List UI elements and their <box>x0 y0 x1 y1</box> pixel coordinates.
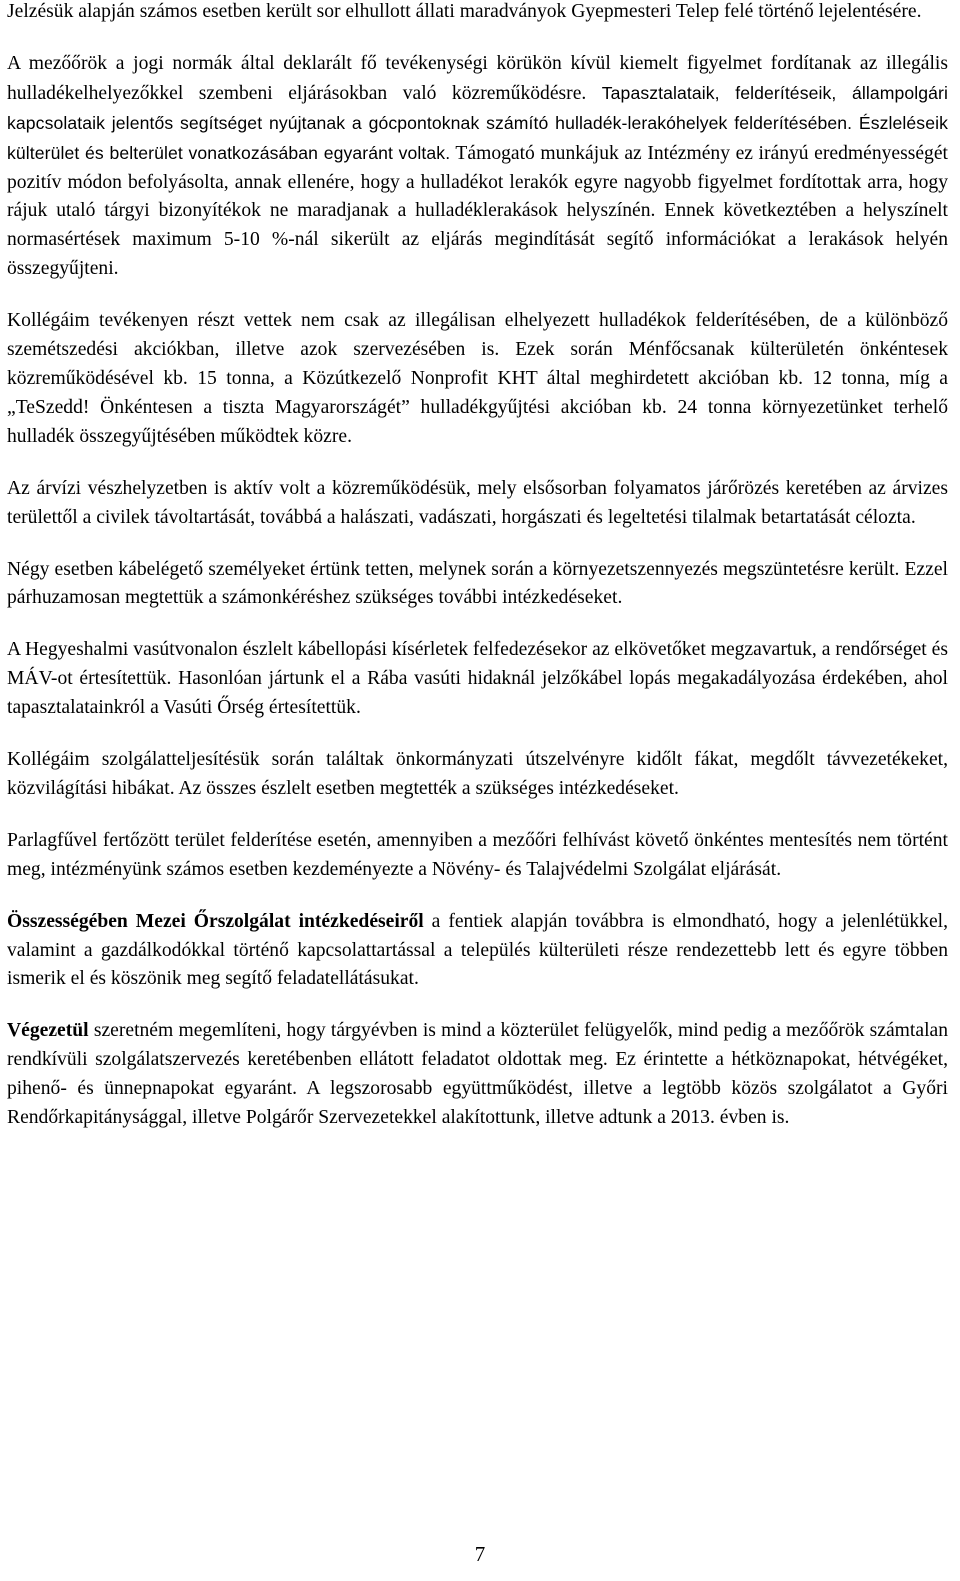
paragraph-bold-lead: Összességében Mezei Őrszolgálat intézkedéseiről <box>7 910 424 932</box>
paragraph-bold-lead: Végezetül <box>7 1020 89 1042</box>
paragraph-text-support: Támogató munkájuk az Intézmény ez irányú eredményességét pozitív módon befolyásolta, annak ellenére, hogy a hulladékot lerakók egyre nagyobb figyelmet fordítottak arra, hogy rájuk utaló tárgyi bizonyítékok ne maradjanak a hulladéklerakások helyszínén. Ennek következtében a helyszínelt normasértések maximum 5-10 %-nál sikerült az eljárás megindítását segítő információkat a lerakások helyén összegyűjteni. <box>7 142 948 280</box>
paragraph-text: szeretném megemlíteni, hogy tárgyévben is mind a közterület felügyelők, mind pedig a mezőőrök számtalan rendkívüli szolgálatszervezés keretébenben ellátott feladatot oldottak meg. Ez érintette a hétköznapokat, hétvégéket, pihenő- és ünnepnapokat egyaránt. A legszorosabb együttműködést, illetve a legtöbb közös szolgálatot a Győri Rendőrkapitánysággal, illetve Polgárőr Szervezetekkel alakítottunk, illetve adtunk a 2013. évben is. <box>7 1020 948 1129</box>
paragraph-text-findings: Tapasztalataik, felderítéseik, állampolgári kapcsolataik jelentős segítséget nyújtanak a gócpontoknak számító hulladék-lerakóhelyek felderítésében. Észleléseik külterület és belterület vonatkozásában egyaránt voltak. <box>7 82 948 163</box>
paragraph-text: Parlagfűvel fertőzött terület felderítése esetén, amennyiben a mezőőri felhívást követő önkéntes mentesítés nem történt meg, intézményünk számos esetben kezdeményezte a Növény- és Talajvédelmi Szolgálat eljárását. <box>7 829 948 880</box>
paragraph-text: Jelzésük alapján számos esetben került sor elhullott állati maradványok Gyepmesteri Telep felé történő lejelentésére. <box>7 1 922 22</box>
paragraph-cleanup-actions <box>7 307 948 452</box>
paragraph-summary <box>7 908 948 995</box>
paragraph-illegal-waste <box>7 50 948 284</box>
paragraph-text: a fentiek alapján továbbra is elmondható, hogy a jelenlétükkel, valamint a gazdálkodókkal történő kapcsolattartással a település külterületi része rendezettebb lett és egyre többen ismerik el és köszönik meg segítő feladatellátásukat. <box>7 910 948 990</box>
page-number: 7 <box>474 1542 486 1566</box>
paragraph-cable-burning <box>7 556 948 614</box>
paragraph-text: Kollégáim szolgálatteljesítésük során találtak önkormányzati útszelvényre kidőlt fákat, megdőlt távvezetékeket, közvilágítási hibákat. Az összes észlelt esetben megtették a szükséges intézkedéseket. <box>7 749 948 799</box>
paragraph-cable-theft <box>7 636 948 723</box>
paragraph-text: Négy esetben kábelégető személyeket értünk tetten, melynek során a környezetszennyezés megszüntetésre került. Ezzel párhuzamosan megtettük a számonkéréshez szükséges további intézkedéseket. <box>7 558 948 609</box>
paragraph-text: Kollégáim tevékenyen részt vettek nem csak az illegálisan elhelyezett hulladékok felderítésében, de a különböző szemétszedési akciókban, illetve azok szervezésében is. Ezek során Ménfőcsanak külterületén önkéntesek közreműködésével kb. 15 tonna, a Közútkezelő Nonprofit KHT által meghirdetett akcióban kb. 12 tonna, míg a „TeSzedd! Önkéntesen a tiszta Magyarországét” hulladékgyűjtési akcióban kb. 24 tonna környezetünket terhelő hulladék összegyűjtésében működtek közre. <box>7 310 948 447</box>
paragraph-conclusion <box>7 1017 948 1133</box>
paragraph-ragweed <box>7 827 948 885</box>
paragraph-text-intro: A mezőőrök a jogi normák által deklarált fő tevékenységi körükön kívül kiemelt figyelmet fordítanak az illegális hulladékelhelyezőkkel szembeni eljárásokban való közreműködésre. <box>7 52 948 104</box>
paragraph-fallen-trees <box>7 746 948 804</box>
paragraph-text: A Hegyeshalmi vasútvonalon észlelt kábellopási kísérletek felfedezésekor az elkövetőket megzavartuk, a rendőrséget és MÁV-ot értesítettük. Hasonlóan jártunk el a Rába vasúti hidaknál jelzőkábel lopás megakadályozása érdekében, ahol tapasztalatainkról a Vasúti Őrség értesítettük. <box>7 639 948 719</box>
paragraph-flood-emergency <box>7 475 948 533</box>
document-page <box>7 0 948 1156</box>
paragraph-animal-remains <box>7 0 948 27</box>
paragraph-text: Az árvízi vészhelyzetben is aktív volt a közreműködésük, mely elsősorban folyamatos járőrözés keretében az árvizes területtől a civilek távoltartását, továbbá a halászati, vadászati, horgászati és legeltetési tilalmak betartatását célozta. <box>7 477 948 528</box>
